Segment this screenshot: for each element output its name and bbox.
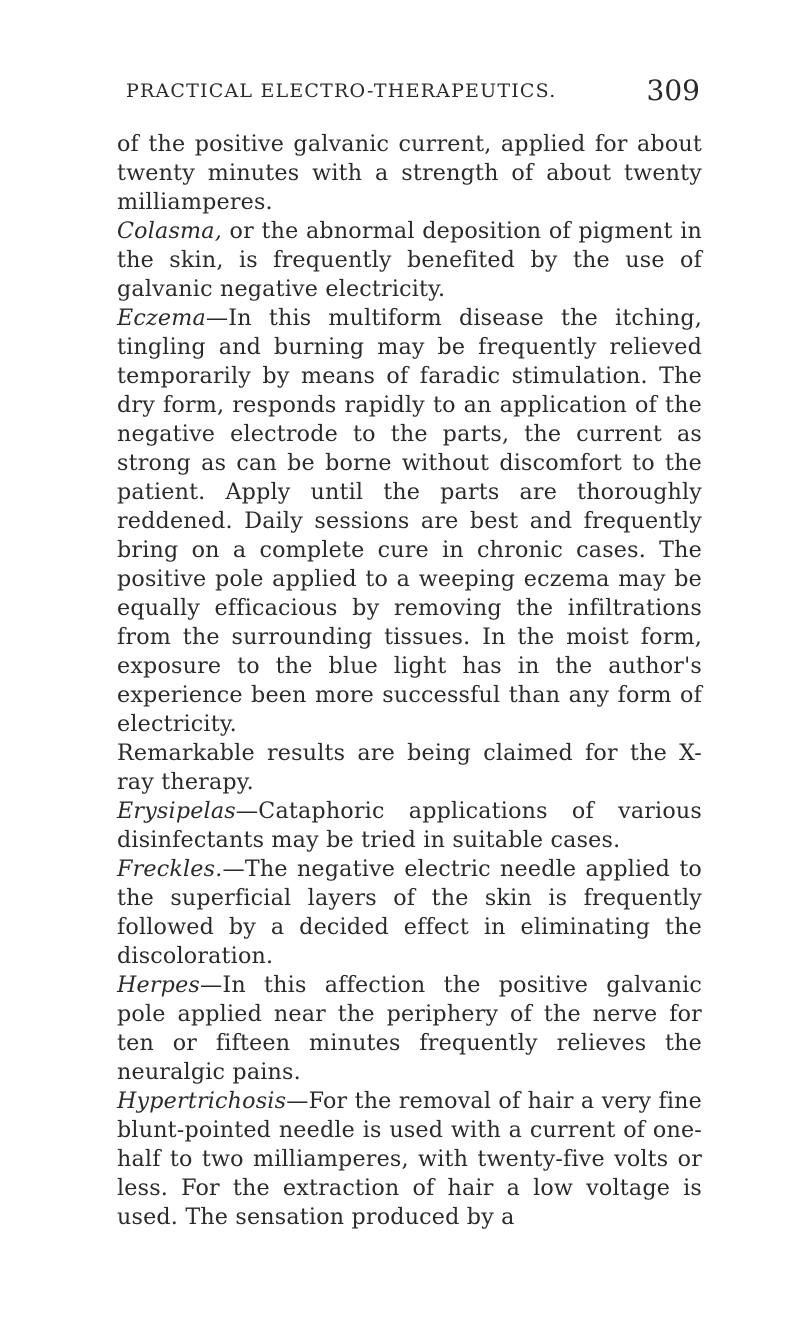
paragraph bbox=[117, 304, 702, 739]
term: Hypertrichosis bbox=[117, 1088, 287, 1114]
paragraph bbox=[117, 130, 702, 217]
paragraph-text: —Cataphoric applications of various disinfectants may be tried in suitable cases. bbox=[117, 798, 702, 853]
paragraph-text: or the abnormal deposition of pigment in the skin, is frequently benefited by the use of galvanic negative electricity. bbox=[117, 218, 702, 302]
paragraph bbox=[117, 217, 702, 304]
paragraph-text: —The negative electric needle applied to the superficial layers of the skin is frequently followed by a decided effect in eliminating the discoloration. bbox=[117, 856, 702, 969]
page-header bbox=[118, 74, 700, 114]
term: Herpes bbox=[117, 972, 201, 998]
paragraph-text: —In this multiform disease the itching, tingling and burning may be frequently relieved temporarily by means of faradic stimulation. The dry form, responds rapidly to an application of the negative electrode to the parts, the current as strong as can be borne without discomfort to the patient. Apply until the parts are thoroughly reddened. Daily sessions are best and frequently bring on a complete cure in chronic cases. The positive pole applied to a weeping eczema may be equally efficacious by removing the infiltrations from the surrounding tissues. In the moist form, exposure to the blue light has in the author's experience been more successful than any form of electricity. bbox=[117, 305, 702, 737]
paragraph bbox=[117, 1087, 702, 1232]
paragraph-text: Remarkable results are being claimed for the X-ray therapy. bbox=[117, 740, 702, 795]
body-text bbox=[117, 130, 702, 1232]
term: Freckles. bbox=[117, 856, 223, 882]
paragraph bbox=[117, 855, 702, 971]
term: Colasma, bbox=[117, 218, 222, 244]
paragraph-text: —In this affection the positive galvanic pole applied near the periphery of the nerve for ten or fifteen minutes frequently relieves the neuralgic pains. bbox=[117, 972, 702, 1085]
paragraph bbox=[117, 971, 702, 1087]
running-head: PRACTICAL ELECTRO-THERAPEUTICS. bbox=[126, 80, 557, 102]
term: Eczema bbox=[117, 305, 206, 331]
term: Erysipelas bbox=[117, 798, 236, 824]
paragraph-text: —For the removal of hair a very fine blunt-pointed needle is used with a current of one-half to two milliamperes, with twenty-five volts or less. For the extraction of hair a low voltage is used. The sensation produced by a bbox=[117, 1088, 702, 1230]
paragraph bbox=[117, 739, 702, 797]
paragraph bbox=[117, 797, 702, 855]
paragraph-text: of the positive galvanic current, applied for about twenty minutes with a strength of about twenty milliamperes. bbox=[117, 131, 702, 215]
page-number: 309 bbox=[646, 74, 700, 107]
